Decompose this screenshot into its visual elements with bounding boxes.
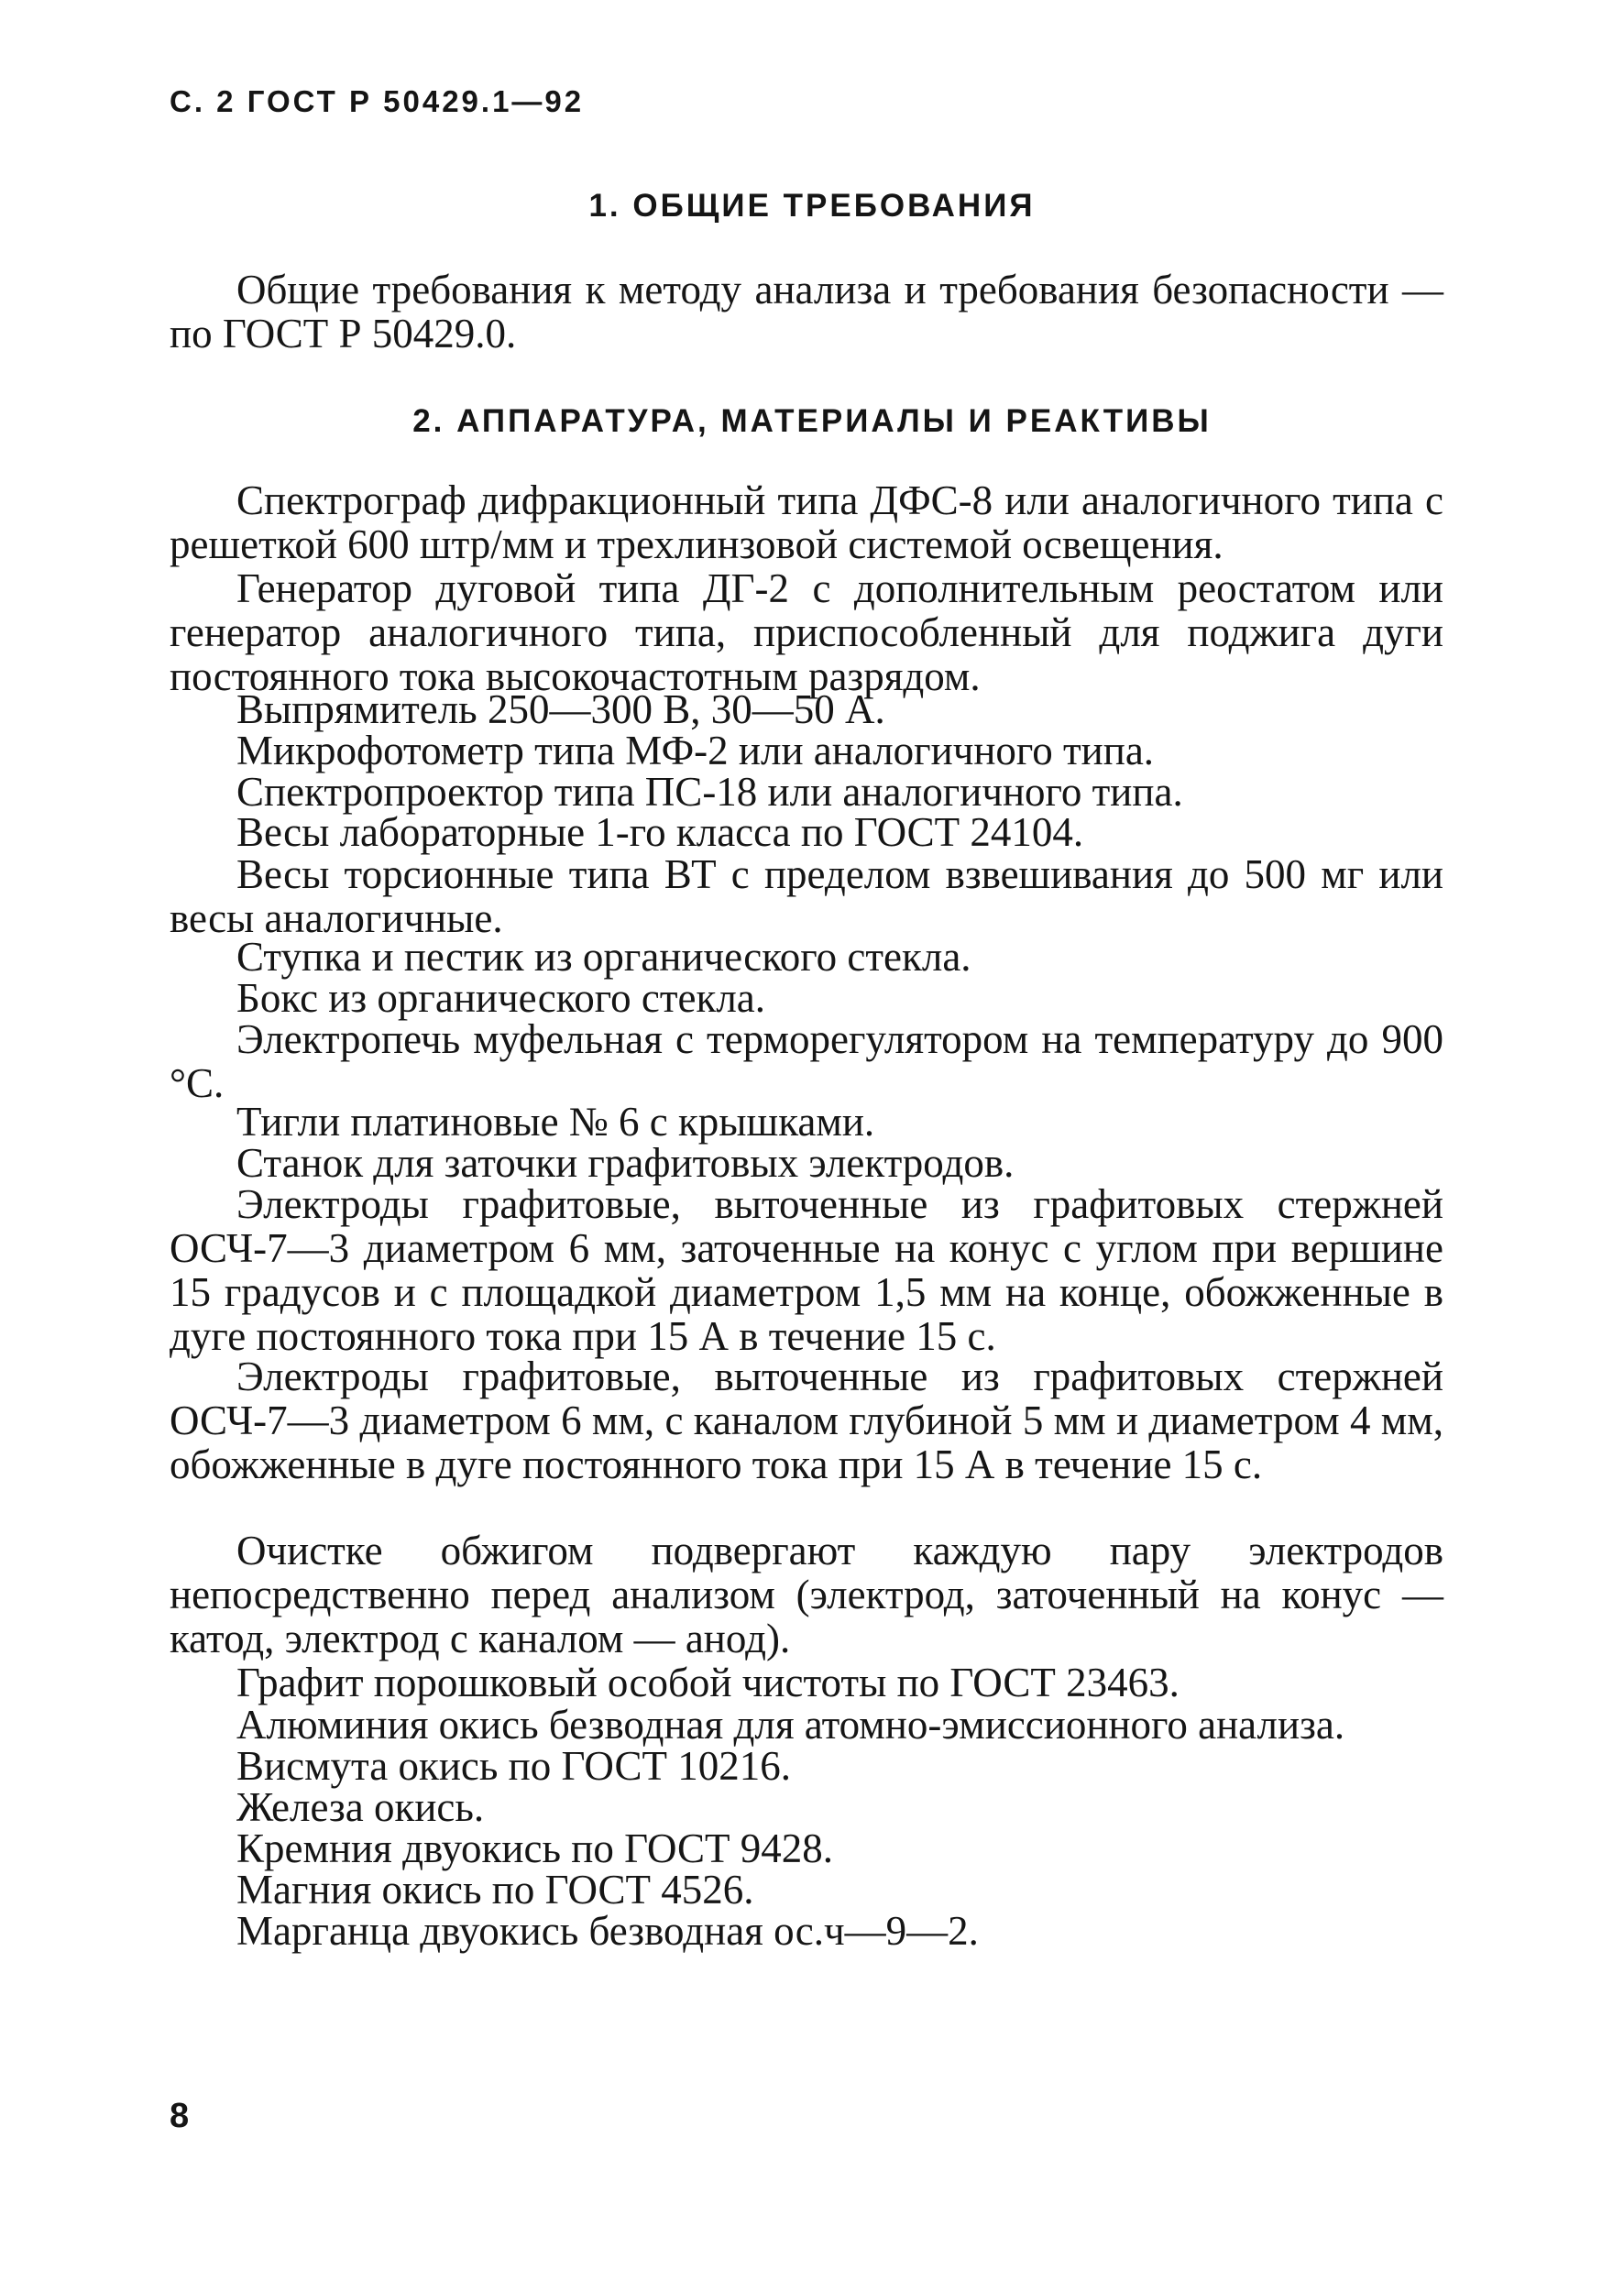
page-number: 8 xyxy=(170,2097,190,2135)
equipment-item: Выпрямитель 250—300 В, 30—50 А. xyxy=(236,686,885,732)
equipment-item: Электропечь муфельная с терморегулятором на температуру до 900 °С. xyxy=(170,1016,1443,1106)
equipment-item: Весы торсионные типа ВТ с пределом взвешивания до 500 мг или весы аналогичные. xyxy=(170,851,1443,941)
equipment-item: Алюминия окись безводная для атомно-эмиссионного анализа. xyxy=(236,1702,1345,1748)
equipment-item: Станок для заточки графитовых электродов. xyxy=(236,1140,1015,1186)
equipment-item: Микрофотометр типа МФ-2 или аналогичного типа. xyxy=(236,728,1155,773)
equipment-item: Кремния двуокись по ГОСТ 9428. xyxy=(236,1825,834,1871)
equipment-item: Ступка и пестик из органического стекла. xyxy=(236,934,971,980)
equipment-item: Электроды графитовые, выточенные из графитовых стержней ОСЧ-7—3 диаметром 6 мм, с каналом глубиной 5 мм и диаметром 4 мм, обожженные в дуге постоянного тока при 15 А в течение 15 с. xyxy=(170,1354,1443,1487)
equipment-item: Тигли платиновые № 6 с крышками. xyxy=(236,1099,875,1145)
section-1-title: 1. ОБЩИЕ ТРЕБОВАНИЯ xyxy=(588,188,1036,224)
section-2-title: 2. АППАРАТУРА, МАТЕРИАЛЫ И РЕАКТИВЫ xyxy=(412,403,1212,439)
equipment-item: Железа окись. xyxy=(236,1784,485,1830)
section-1-text: Общие требования к методу анализа и требования безопасности — по ГОСТ Р 50429.0. xyxy=(170,267,1443,356)
equipment-item: Бокс из органического стекла. xyxy=(236,975,766,1021)
equipment-item: Электроды графитовые, выточенные из графитовых стержней ОСЧ-7—3 диаметром 6 мм, заточенные на конус с углом при вершине 15 градусов и с площадкой диаметром 1,5 мм на конце, обожженные в дуге постоянного тока при 15 А в течение 15 с. xyxy=(170,1181,1443,1359)
equipment-item: Графит порошковый особой чистоты по ГОСТ 23463. xyxy=(236,1660,1180,1705)
equipment-item: Генератор дуговой типа ДГ-2 с дополнительным реостатом или генератор аналогичного типа, приспособленный для поджига дуги постоянного тока высокочастотным разрядом. xyxy=(170,565,1443,699)
equipment-item: Весы лабораторные 1-го класса по ГОСТ 24104. xyxy=(236,809,1084,855)
equipment-item: Магния окись по ГОСТ 4526. xyxy=(236,1867,754,1913)
equipment-item: Марганца двуокись безводная ос.ч—9—2. xyxy=(236,1908,979,1954)
page-header: С. 2 ГОСТ Р 50429.1—92 xyxy=(170,84,585,118)
equipment-item: Спектрограф дифракционный типа ДФС-8 или аналогичного типа с решеткой 600 штр/мм и трехлинзовой системой освещения. xyxy=(170,477,1443,567)
equipment-item: Висмута окись по ГОСТ 10216. xyxy=(236,1743,791,1789)
equipment-item: Очистке обжигом подвергают каждую пару электродов непосредственно перед анализом (электрод, заточенный на конус — катод, электрод с каналом — анод). xyxy=(170,1528,1443,1661)
equipment-item: Спектропроектор типа ПС-18 или аналогичного типа. xyxy=(236,769,1183,815)
